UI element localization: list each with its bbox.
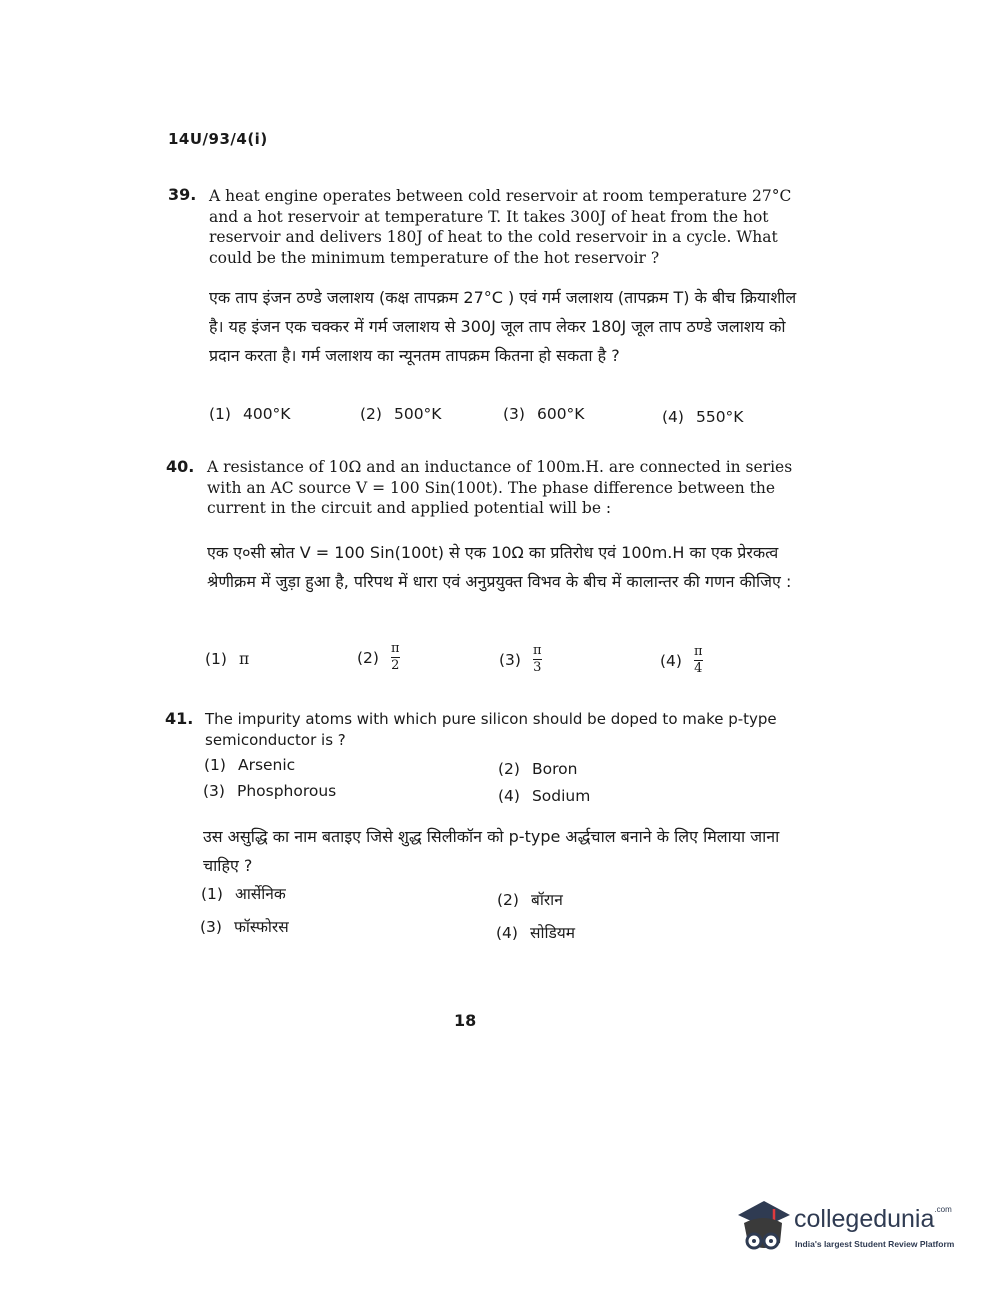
option (497, 888, 563, 910)
option-text: Sodium (531, 787, 591, 805)
option-number: (1) (205, 650, 227, 668)
option (357, 642, 400, 673)
option-number: (4) (498, 787, 520, 805)
option-text: सोडियम (529, 924, 576, 942)
fraction-denominator: 4 (694, 661, 703, 676)
option (499, 644, 542, 675)
paper-code: 14U/93/4(i) (168, 130, 268, 148)
fraction (694, 645, 703, 676)
option (660, 645, 703, 676)
option-text: 500°K (393, 405, 442, 423)
option (498, 760, 577, 778)
option-text: Boron (531, 760, 578, 778)
question-text-hindi: उस असुद्धि का नाम बताइए जिसे शुद्ध सिलीकॉन को p-type अर्द्धचाल बनाने के लिए मिलाया जाना चाहिए ? (203, 827, 780, 875)
option (503, 405, 584, 423)
option-number: (4) (662, 408, 684, 426)
fraction-numerator: π (693, 644, 703, 659)
question-number: 41. (165, 709, 194, 728)
option-number: (3) (503, 405, 525, 423)
page-number: 18 (454, 1011, 477, 1030)
option (203, 782, 336, 800)
option-text: बॉरान (530, 891, 563, 909)
option-number: (3) (203, 782, 225, 800)
option-number: (2) (497, 891, 519, 909)
mascot-icon (734, 1195, 794, 1265)
option-number: (2) (498, 760, 520, 778)
option-number: (1) (209, 405, 231, 423)
option-number: (1) (201, 885, 223, 903)
logo-suffix: .com (934, 1205, 952, 1214)
collegedunia-logo[interactable] (734, 1195, 964, 1265)
option (496, 921, 575, 943)
logo-wordmark (794, 1205, 952, 1234)
option (205, 650, 249, 668)
option-number: (1) (204, 756, 226, 774)
fraction-denominator: 3 (533, 660, 542, 675)
option-text: 400°K (242, 405, 291, 423)
option (204, 756, 295, 774)
question-text-hindi: एक ताप इंजन ठण्डे जलाशय (कक्ष तापक्रम 27°C ) एवं गर्म जलाशय (तापक्रम T) के बीच क्रियाशील है। यह इंजन एक चक्कर में गर्म जलाशय से 300J जूल ताप लेकर 180J जूल ताप ठण्डे जलाशय को प्रदान करता है। गर्म जलाशय का न्यूनतम तापक्रम कितना हो सकता है ? (209, 288, 797, 365)
question-number: 39. (168, 185, 197, 204)
option-number: (2) (360, 405, 382, 423)
option-text: 550°K (695, 408, 744, 426)
question-text-english: The impurity atoms with which pure silicon should be doped to make p-type semiconductor is ? (205, 710, 777, 749)
logo-tagline: India's largest Student Review Platform (795, 1239, 955, 1249)
option-number: (4) (660, 651, 682, 670)
option-text: π (238, 650, 250, 668)
option-text: Phosphorous (236, 782, 337, 800)
option-number: (4) (496, 924, 518, 942)
option-number: (2) (357, 648, 379, 667)
option-text: आर्सेनिक (234, 885, 286, 903)
option (498, 787, 590, 805)
question-text-english: A heat engine operates between cold reservoir at room temperature 27°C and a hot reservoir at temperature T. It takes 300J of heat from the hot reservoir and delivers 180J of heat to the cold reservoir in a cycle. What could be the minimum temperature of the hot reservoir ? (209, 187, 792, 267)
question-number: 40. (166, 457, 195, 476)
fraction-numerator: π (532, 643, 542, 658)
fraction-numerator: π (390, 641, 400, 656)
option-text: 600°K (536, 405, 585, 423)
fraction (533, 644, 542, 675)
option-text: फॉस्फोरस (233, 918, 289, 936)
option-number: (3) (499, 650, 521, 669)
option (209, 405, 290, 423)
fraction (391, 642, 400, 673)
fraction-denominator: 2 (391, 658, 400, 673)
question-text-english: A resistance of 10Ω and an inductance of 100m.H. are connected in series with an AC source V = 100 Sin(100t). The phase difference between the current in the circuit and applied potential will be : (207, 458, 793, 517)
option-number: (3) (200, 918, 222, 936)
option (201, 882, 286, 904)
option (662, 408, 743, 426)
option (360, 405, 441, 423)
option-text: Arsenic (237, 756, 296, 774)
logo-name: collegedunia (794, 1205, 935, 1233)
question-text-hindi: एक ए०सी स्रोत V = 100 Sin(100t) से एक 10Ω का प्रतिरोध एवं 100m.H का एक प्रेरकत्व श्रेणीक्रम में जुड़ा हुआ है, परिपथ में धारा एवं अनुप्रयुक्त विभव के बीच में कालान्तर की गणन कीजिए : (207, 543, 792, 591)
option (200, 915, 289, 937)
